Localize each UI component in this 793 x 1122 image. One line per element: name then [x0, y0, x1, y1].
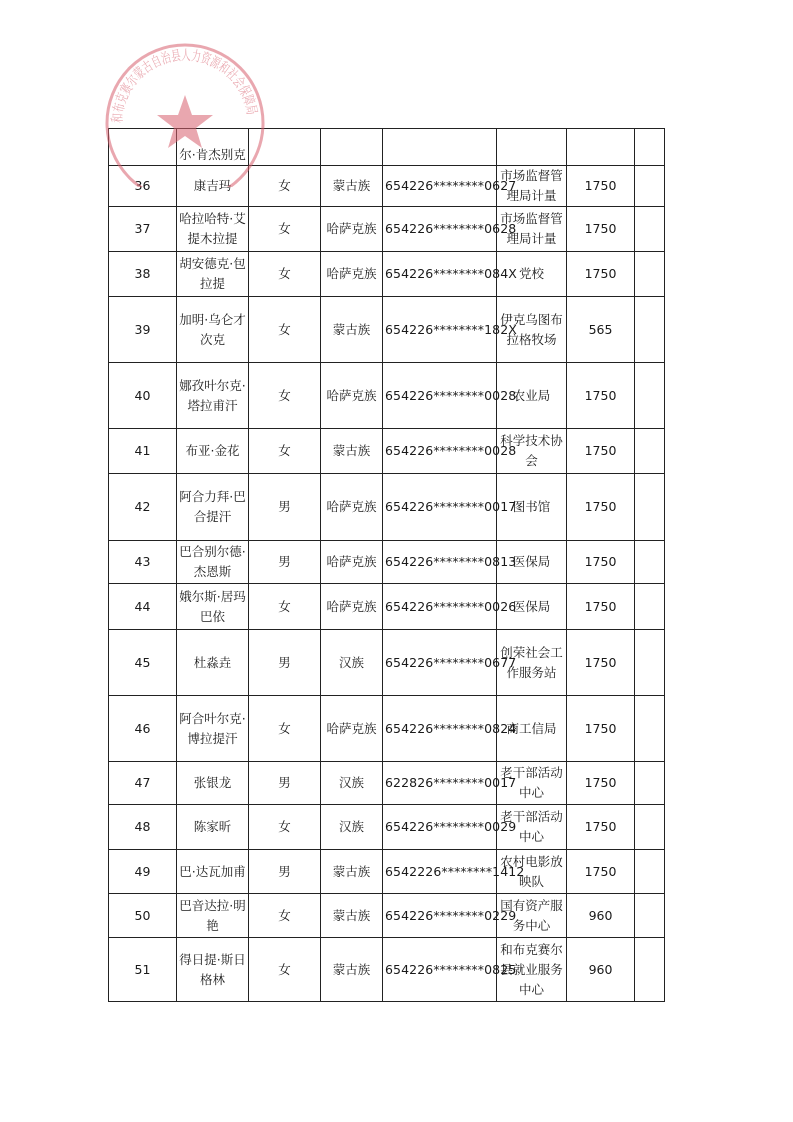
- gender: 男: [249, 762, 321, 805]
- subsidy-amount: 1750: [567, 207, 635, 252]
- gender: 男: [249, 850, 321, 894]
- row-number: 39: [109, 297, 177, 363]
- ethnicity: 蒙古族: [321, 850, 383, 894]
- id-number: 654226********182X: [383, 297, 497, 363]
- id-number: 654226********084X: [383, 252, 497, 297]
- work-unit: 创荣社会工作服务站: [497, 630, 567, 696]
- subsidy-amount: 1750: [567, 541, 635, 584]
- row-number: 44: [109, 584, 177, 630]
- work-unit: 国有资产服务中心: [497, 894, 567, 938]
- person-name: 得日提·斯日格林: [177, 938, 249, 1002]
- note: [635, 207, 665, 252]
- ethnicity: 蒙古族: [321, 894, 383, 938]
- row-number: 40: [109, 363, 177, 429]
- id-number: 654226********0229: [383, 894, 497, 938]
- table-row: [109, 894, 665, 938]
- gender: 女: [249, 252, 321, 297]
- id-number: 654226********0028: [383, 363, 497, 429]
- subsidy-amount: 1750: [567, 429, 635, 474]
- note: [635, 762, 665, 805]
- note: [635, 363, 665, 429]
- table-row: [109, 297, 665, 363]
- work-unit: 科学技术协会: [497, 429, 567, 474]
- table-row: [109, 850, 665, 894]
- row-number: 50: [109, 894, 177, 938]
- ethnicity: 哈萨克族: [321, 541, 383, 584]
- gender: 女: [249, 894, 321, 938]
- note: [635, 850, 665, 894]
- person-name: 阿合叶尔克·博拉提汗: [177, 696, 249, 762]
- work-unit: 市场监督管理局计量: [497, 207, 567, 252]
- ethnicity: 汉族: [321, 630, 383, 696]
- id-number: 654226********0026: [383, 584, 497, 630]
- work-unit: 伊克乌图布拉格牧场: [497, 297, 567, 363]
- table-row: [109, 762, 665, 805]
- table-row: [109, 630, 665, 696]
- person-name: 阿合力拜·巴合提汗: [177, 474, 249, 541]
- ethnicity: 汉族: [321, 805, 383, 850]
- subsidy-amount: 960: [567, 938, 635, 1002]
- note: [635, 474, 665, 541]
- note: [635, 805, 665, 850]
- id-number: 654226********0627: [383, 166, 497, 207]
- note: [635, 696, 665, 762]
- table-row: [109, 429, 665, 474]
- roster-table: [108, 128, 665, 1002]
- gender: 女: [249, 429, 321, 474]
- person-name: 布亚·金花: [177, 429, 249, 474]
- ethnicity: 哈萨克族: [321, 252, 383, 297]
- work-unit: 农业局: [497, 363, 567, 429]
- subsidy-amount: 1750: [567, 474, 635, 541]
- note: [635, 630, 665, 696]
- row-number: 38: [109, 252, 177, 297]
- official-seal: [100, 37, 270, 187]
- note: [635, 129, 665, 166]
- gender: 男: [249, 474, 321, 541]
- table-row: [109, 541, 665, 584]
- id-number: 6542226********1412: [383, 850, 497, 894]
- table-row: [109, 363, 665, 429]
- subsidy-amount: 1750: [567, 363, 635, 429]
- person-name: 尔·肯杰别克: [177, 129, 249, 166]
- row-number: 48: [109, 805, 177, 850]
- ethnicity: 蒙古族: [321, 938, 383, 1002]
- ethnicity: 蒙古族: [321, 297, 383, 363]
- table-row: [109, 938, 665, 1002]
- seal-star-icon: [157, 95, 213, 148]
- gender: 男: [249, 630, 321, 696]
- id-number: 654226********0825: [383, 938, 497, 1002]
- id-number: 654226********0029: [383, 805, 497, 850]
- subsidy-amount: 1750: [567, 584, 635, 630]
- seal-text-path: 和布克赛尔蒙古自治县人力资源和社会保障局: [109, 47, 261, 124]
- row-number: 36: [109, 166, 177, 207]
- subsidy-amount: 1750: [567, 850, 635, 894]
- row-number: 43: [109, 541, 177, 584]
- person-name: 张银龙: [177, 762, 249, 805]
- ethnicity: 哈萨克族: [321, 584, 383, 630]
- person-name: 巴合别尔德·杰恩斯: [177, 541, 249, 584]
- note: [635, 894, 665, 938]
- row-number: 45: [109, 630, 177, 696]
- table-row: [109, 584, 665, 630]
- person-name: 康吉玛: [177, 166, 249, 207]
- id-number: 622826********0017: [383, 762, 497, 805]
- table-row: [109, 474, 665, 541]
- row-number: 47: [109, 762, 177, 805]
- person-name: 巴音达拉·明艳: [177, 894, 249, 938]
- subsidy-amount: 565: [567, 297, 635, 363]
- note: [635, 938, 665, 1002]
- subsidy-amount: 1750: [567, 630, 635, 696]
- ethnicity: 哈萨克族: [321, 474, 383, 541]
- id-number: 654226********0017: [383, 474, 497, 541]
- id-number: 654226********0824: [383, 696, 497, 762]
- work-unit: 图书馆: [497, 474, 567, 541]
- table-row: [109, 696, 665, 762]
- table-row: [109, 805, 665, 850]
- gender: 男: [249, 541, 321, 584]
- gender: 女: [249, 207, 321, 252]
- id-number: 654226********0028: [383, 429, 497, 474]
- table-row: [109, 252, 665, 297]
- person-name: 巴·达瓦加甫: [177, 850, 249, 894]
- subsidy-amount: [567, 129, 635, 166]
- note: [635, 429, 665, 474]
- table-row: [109, 207, 665, 252]
- row-number: 37: [109, 207, 177, 252]
- ethnicity: [321, 129, 383, 166]
- id-number: 654226********0628: [383, 207, 497, 252]
- ethnicity: 哈萨克族: [321, 207, 383, 252]
- subsidy-amount: 960: [567, 894, 635, 938]
- work-unit: 老干部活动中心: [497, 805, 567, 850]
- work-unit: 医保局: [497, 541, 567, 584]
- person-name: 加明·乌仑才次克: [177, 297, 249, 363]
- work-unit: 商工信局: [497, 696, 567, 762]
- row-number: 46: [109, 696, 177, 762]
- gender: 女: [249, 363, 321, 429]
- note: [635, 584, 665, 630]
- subsidy-amount: 1750: [567, 762, 635, 805]
- ethnicity: 蒙古族: [321, 429, 383, 474]
- person-name: 陈家昕: [177, 805, 249, 850]
- note: [635, 297, 665, 363]
- row-number: 42: [109, 474, 177, 541]
- work-unit: 老干部活动中心: [497, 762, 567, 805]
- person-name: 哈拉哈特·艾提木拉提: [177, 207, 249, 252]
- person-name: 杜淼垚: [177, 630, 249, 696]
- gender: 女: [249, 805, 321, 850]
- work-unit: 和布克赛尔县就业服务中心: [497, 938, 567, 1002]
- id-number: 654226********0677: [383, 630, 497, 696]
- ethnicity: 哈萨克族: [321, 363, 383, 429]
- work-unit: 农村电影放映队: [497, 850, 567, 894]
- subsidy-amount: 1750: [567, 805, 635, 850]
- ethnicity: 蒙古族: [321, 166, 383, 207]
- id-number: [383, 129, 497, 166]
- gender: 女: [249, 938, 321, 1002]
- note: [635, 541, 665, 584]
- subsidy-amount: 1750: [567, 252, 635, 297]
- subsidy-amount: 1750: [567, 696, 635, 762]
- work-unit: 医保局: [497, 584, 567, 630]
- gender: 女: [249, 584, 321, 630]
- subsidy-amount: 1750: [567, 166, 635, 207]
- row-number: 51: [109, 938, 177, 1002]
- gender: 女: [249, 166, 321, 207]
- work-unit: 市场监督管理局计量: [497, 166, 567, 207]
- ethnicity: 哈萨克族: [321, 696, 383, 762]
- work-unit: 党校: [497, 252, 567, 297]
- person-name: 娜孜叶尔克·塔拉甫汗: [177, 363, 249, 429]
- gender: 女: [249, 696, 321, 762]
- row-number: 49: [109, 850, 177, 894]
- person-name: 娥尔斯·居玛巴依: [177, 584, 249, 630]
- row-number: 41: [109, 429, 177, 474]
- ethnicity: 汉族: [321, 762, 383, 805]
- work-unit: [497, 129, 567, 166]
- note: [635, 252, 665, 297]
- gender: 女: [249, 297, 321, 363]
- id-number: 654226********0813: [383, 541, 497, 584]
- note: [635, 166, 665, 207]
- person-name: 胡安德克·包拉提: [177, 252, 249, 297]
